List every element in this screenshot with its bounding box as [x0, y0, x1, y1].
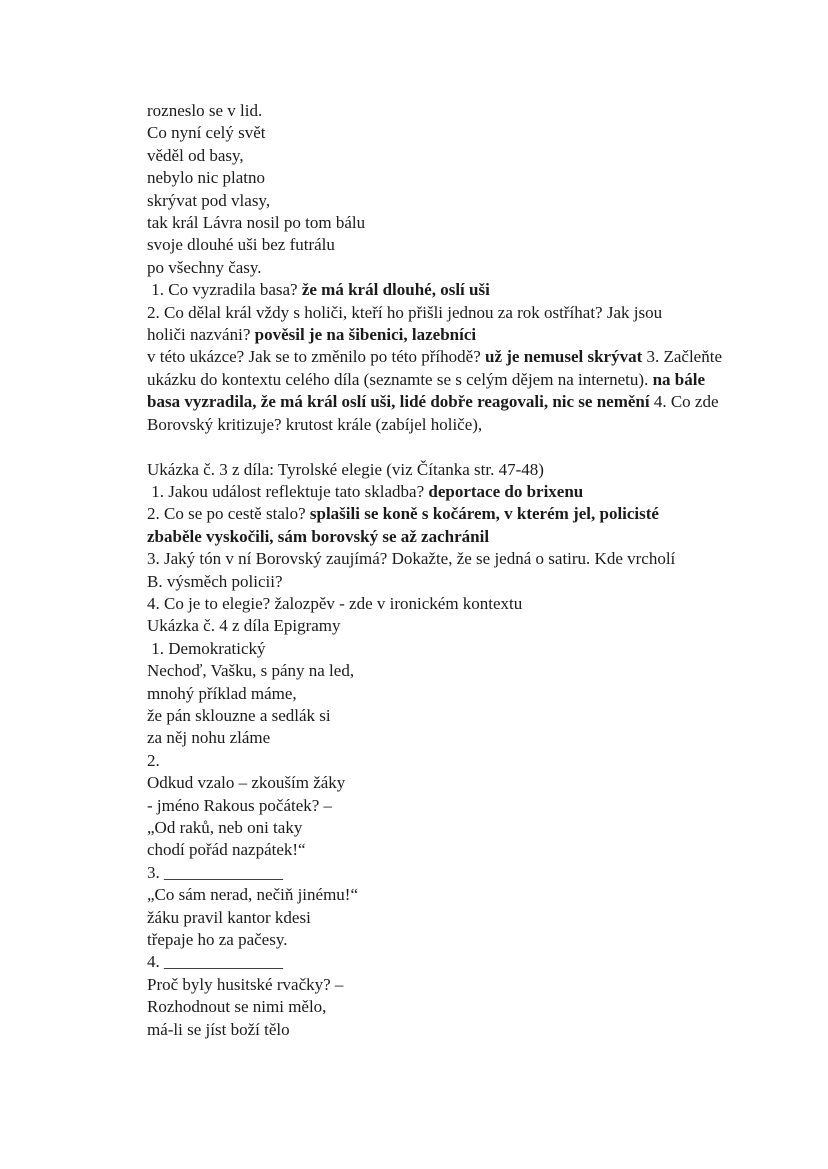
text-run-bold: že má král dlouhé, oslí uši [301, 280, 490, 300]
text-line [147, 795, 727, 817]
text-run-bold: zbaběle vyskočili, sám borovský se až zachránil [147, 526, 490, 546]
text-run: Odkud vzalo – zkouším žáky [147, 773, 346, 793]
text-line [147, 302, 727, 324]
text-run: „Co sám nerad, nečiň jinému!“ [147, 885, 359, 905]
text-line [147, 660, 727, 682]
text-run: v této ukázce? Jak se to změnilo po této příhodě? [147, 347, 485, 367]
text-line [147, 817, 727, 839]
blank-line [147, 436, 727, 458]
text-run: 2. Co dělal král vždy s holiči, kteří ho přišli jednou za rok ostříhat? Jak jsou [147, 302, 663, 322]
text-line [147, 772, 727, 794]
text-run: - jméno Rakous počátek? – [147, 795, 333, 815]
text-line [147, 279, 727, 301]
text-line [147, 571, 727, 593]
text-run: Ukázka č. 3 z díla: Tyrolské elegie (viz Čítanka str. 47-48) [147, 459, 544, 479]
text-run: 1. Jakou událost reflektuje tato skladba? [147, 481, 429, 501]
text-run: mnohý příklad máme, [147, 683, 297, 703]
text-run: má-li se jíst boží tělo [147, 1019, 290, 1039]
text-line [147, 414, 727, 436]
text-line [147, 145, 727, 167]
text-run: Nechoď, Vašku, s pány na led, [147, 661, 355, 681]
text-run: 1. Co vyzradila basa? [147, 280, 302, 300]
text-line [147, 167, 727, 189]
text-line [147, 190, 727, 212]
text-line [147, 257, 727, 279]
text-run: 4. ______________ [147, 952, 283, 972]
text-run: Rozhodnout se nimi mělo, [147, 997, 327, 1017]
text-line [147, 459, 727, 481]
text-run: třepaje ho za pačesy. [147, 930, 288, 950]
text-line [147, 862, 727, 884]
text-line [147, 615, 727, 637]
text-run: tak král Lávra nosil po tom bálu [147, 213, 366, 233]
text-run: svoje dlouhé uši bez futrálu [147, 235, 335, 255]
text-run: holiči nazváni? [147, 325, 255, 345]
text-run: 1. Demokratický [147, 638, 266, 658]
text-run: chodí pořád nazpátek!“ [147, 840, 306, 860]
text-line [147, 996, 727, 1018]
text-line [147, 122, 727, 144]
text-line [147, 391, 727, 413]
text-run: 2. Co se po cestě stalo? [147, 504, 310, 524]
text-line [147, 369, 727, 391]
text-line [147, 951, 727, 973]
text-line [147, 526, 727, 548]
text-run: věděl od basy, [147, 145, 244, 165]
text-run: Co nyní celý svět [147, 123, 266, 143]
text-run: ukázku do kontextu celého díla (seznamte se s celým dějem na internetu). [147, 369, 653, 389]
text-line [147, 929, 727, 951]
text-line [147, 1019, 727, 1041]
text-run-bold: basa vyzradila, že má král oslí uši, lidé dobře reagovali, nic se nemění [147, 392, 650, 412]
text-line [147, 234, 727, 256]
text-run-bold: deportace do brixenu [428, 481, 584, 501]
text-run: „Od raků, neb oni taky [147, 818, 303, 837]
document-content [147, 100, 727, 1041]
text-run: 2. [147, 750, 160, 770]
text-run: 4. Co je to elegie? žalozpěv - zde v ironickém kontextu [147, 593, 523, 613]
text-line [147, 481, 727, 503]
text-run: 4. Co zde [649, 392, 719, 412]
text-line [147, 884, 727, 906]
text-run: po všechny časy. [147, 257, 262, 277]
text-run: za něj nohu zláme [147, 728, 271, 748]
text-line [147, 324, 727, 346]
text-run: žáku pravil kantor kdesi [147, 907, 311, 927]
text-line [147, 974, 727, 996]
text-line [147, 839, 727, 861]
text-run: 3. ______________ [147, 862, 283, 882]
text-line [147, 705, 727, 727]
text-run-bold: už je nemusel skrývat [485, 347, 643, 367]
text-run: 3. Začleňte [642, 347, 722, 367]
text-run: nebylo nic platno [147, 168, 266, 188]
text-line [147, 907, 727, 929]
text-run: rozneslo se v lid. [147, 101, 263, 120]
text-run: skrývat pod vlasy, [147, 190, 271, 210]
text-line [147, 548, 727, 570]
text-line [147, 100, 727, 122]
text-line [147, 750, 727, 772]
text-line [147, 727, 727, 749]
text-line [147, 638, 727, 660]
text-run: Proč byly husitské rvačky? – [147, 974, 344, 994]
text-line [147, 593, 727, 615]
text-run: B. výsměch policii? [147, 571, 283, 591]
text-run: 3. Jaký tón v ní Borovský zaujímá? Dokažte, že se jedná o satiru. Kde vrcholí [147, 549, 676, 569]
text-run: že pán sklouzne a sedlák si [147, 705, 331, 725]
text-run-bold: pověsil je na šibenici, lazebníci [254, 325, 477, 345]
text-run-bold: na bále [652, 369, 706, 389]
text-line [147, 503, 727, 525]
text-line [147, 212, 727, 234]
text-run-bold: splašili se koně s kočárem, v kterém jel, policisté [309, 504, 659, 524]
text-run: Borovský kritizuje? krutost krále (zabíjel holiče), [147, 414, 483, 434]
text-line [147, 346, 727, 368]
text-line [147, 683, 727, 705]
text-run: Ukázka č. 4 z díla Epigramy [147, 616, 341, 636]
